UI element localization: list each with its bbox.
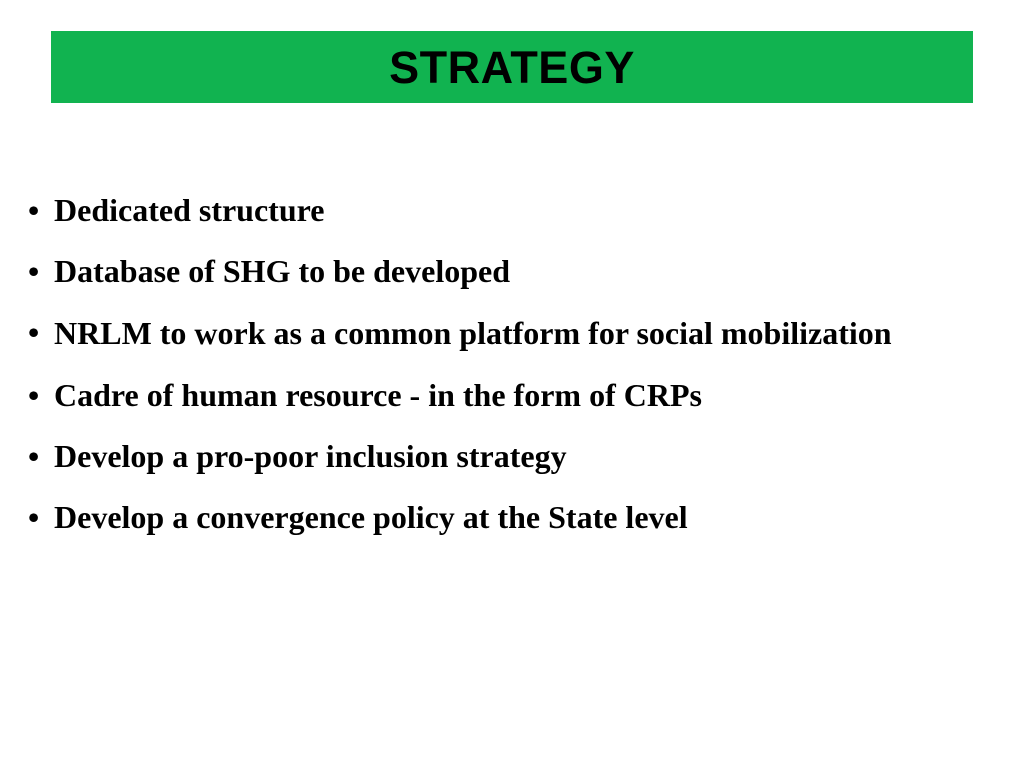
title-bar [51,31,973,103]
bullet-text: Dedicated structure [54,192,325,228]
bullet-item [28,310,1014,357]
bullet-list [28,188,1014,556]
slide-title: STRATEGY [389,41,635,93]
bullet-icon: • [28,499,40,535]
bullet-icon: • [28,438,40,474]
bullet-text: Develop a convergence policy at the State level [54,499,688,535]
bullet-text: NRLM to work as a common platform for social mobilization [54,315,892,351]
bullet-icon: • [28,253,40,289]
bullet-icon: • [28,314,40,350]
bullet-text: Develop a pro-poor inclusion strategy [54,438,567,474]
bullet-item [28,249,1014,294]
bullet-text: Database of SHG to be developed [54,253,510,289]
bullet-icon: • [28,377,40,413]
bullet-item [28,495,1014,540]
bullet-icon: • [28,192,40,228]
bullet-item [28,373,1014,418]
bullet-text: Cadre of human resource - in the form of CRPs [54,377,702,413]
bullet-item [28,434,1014,479]
bullet-item [28,188,1014,233]
